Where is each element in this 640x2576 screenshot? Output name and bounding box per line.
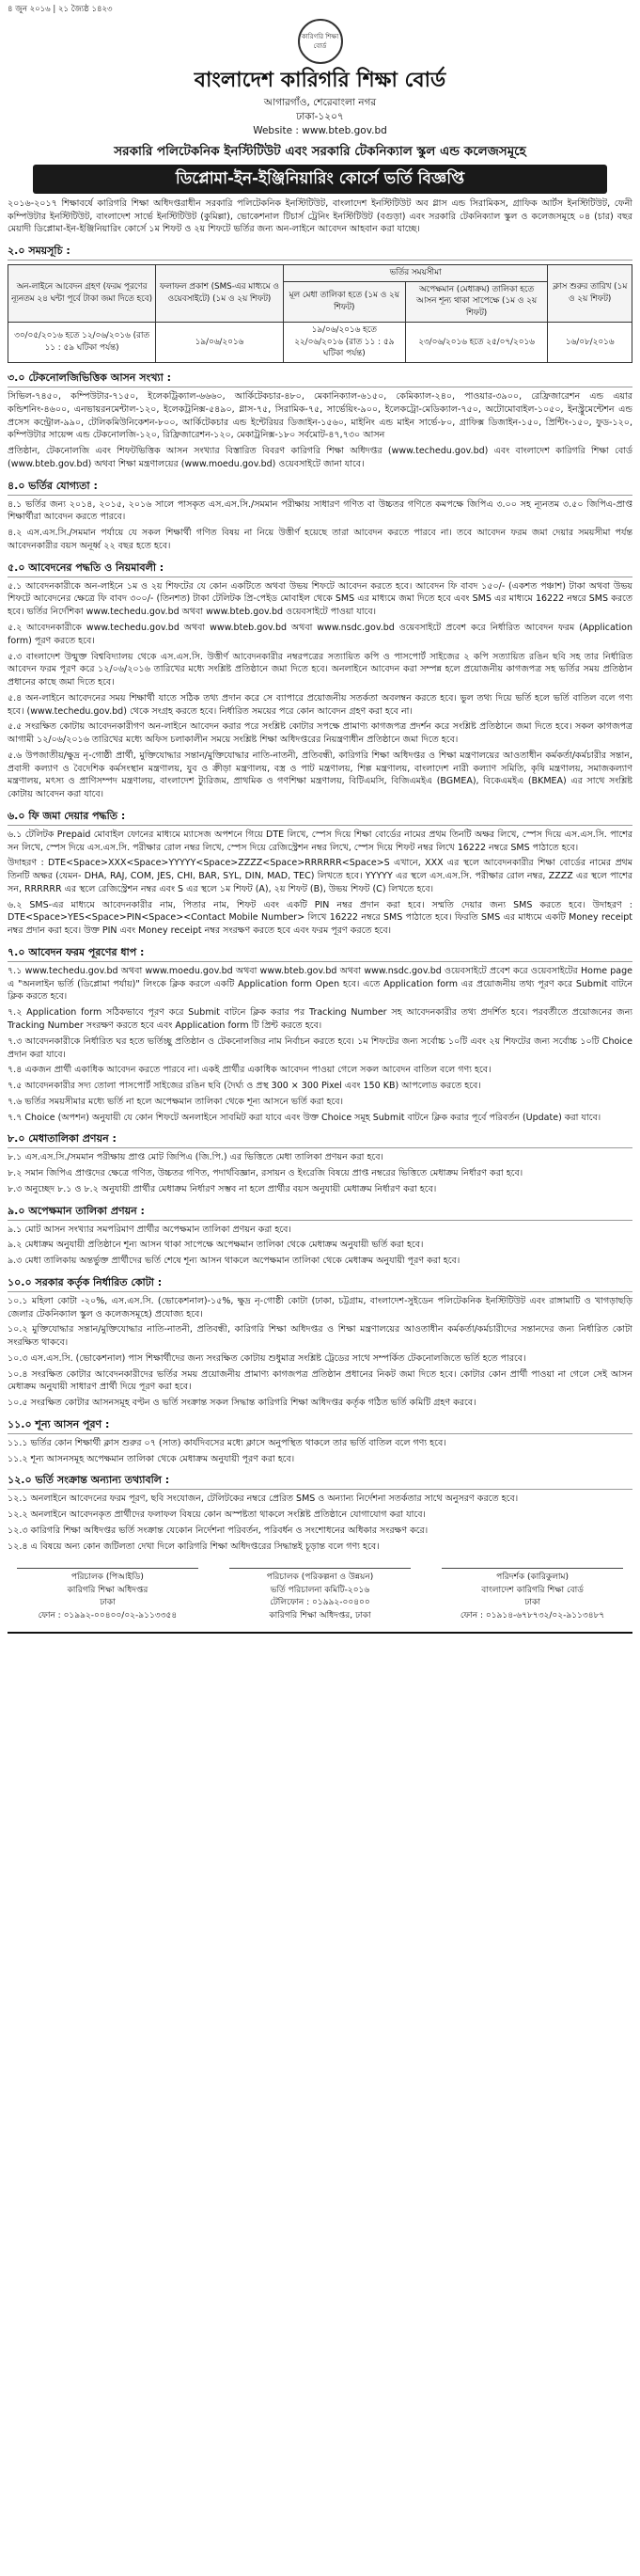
table-cell: ১৯/০৬/২০১৬ [156, 322, 284, 362]
board-city: ঢাকা-১২০৭ [296, 111, 344, 123]
schedule-heading: ২.০ সময়সূচি : [8, 244, 632, 261]
seats-heading: ৩.০ টেকনোলজিভিত্তিক আসন সংখ্যা : [8, 371, 632, 387]
signature-line [17, 1568, 198, 1569]
quota-para: ১০.৩ এস.এস.সি. (ভোকেশনাল) পাস শিক্ষার্থীদের জন্য সংরক্ষিত কোটায় শুধুমাত্র সংশ্লিষ্ট ট্রেডের সাথে সম্পর্কিত টেকনোলজিতে ভর্তি হতে পারবে। [8, 1352, 526, 1364]
table-header-cell: অন-লাইনে আবেদন গ্রহণ (ফরম পূরণের ন্যূনতম ২৪ ঘন্টা পূর্বে টাকা জমা দিতে হবে) [8, 264, 156, 322]
table-cell: ১৯/০৬/২০১৬ হতে ২২/০৬/২০১৬ (রাত ১১ : ৫৯ ঘটিকা পর্যন্ত) [283, 322, 405, 362]
board-title: বাংলাদেশ কারিগরি শিক্ষা বোর্ড [194, 68, 446, 92]
signature-left [8, 1568, 208, 1622]
table-cell: ২৩/০৬/২০১৬ হতে ২৫/০৭/২০১৬ [405, 322, 548, 362]
form-steps-heading: ৭.০ আবেদন ফরম পূরণের ধাপ : [8, 945, 632, 962]
table-header-cell: ভর্তির সময়সীমা [283, 264, 548, 281]
seats-list: সিভিল-৭৪৫০, কম্পিউটার-৭১৫০, ইলেকট্রিক্যাল-৬৬৬০, আর্কিটেকচার-৪৮০, মেকানিক্যাল-৬১৫০, কেমিক্যাল-২৪০, পাওয়ার-৩৯০০, রেফ্রিজারেশন এন্ড এয়ার কন্ডিশনিং-৪৬০০, এনভায়রনমেন্টাল-১২০, ইলেকট্রনিক্স-৫৪৯০, গ্লাস-৭৫, সিরামিক-৭৫, সার্ভেয়িং-৯০০, ইলেকট্রো-মেডিক্যাল-৭৫০, অটোমোবাইল-১০৫০, ইনস্ট্রুমেন্টেশন এন্ড প্রসেস কন্ট্রোল-৯৯০, টেলিকমিউনিকেশন-৮০০, আর্কিটেকচার এন্ড ইন্টেরিয়র ডিজাইন-১৫৬০, মাইনিং এন্ড মাইন সার্ভে-৮০, গ্রাফিক্স ডিজাইন-১৫০, প্রিন্টিং-১৫০, ফুড-১২০, কম্পিউটার সায়েন্স এন্ড টেকনোলজি-১২০, রিফ্রিজারেশন-১২০, মেকাট্রনিক্স-১৮০ সর্বমোট-৪৭,৭৩০ আসন [8, 391, 632, 441]
table-header-cell: মূল মেধা তালিকা হতে (১ম ও ২য় শিফট) [283, 281, 405, 322]
form-steps-para: ৭.২ Application form সঠিকভাবে পূরণ করে Submit বাটনে ক্লিক করার পর Tracking Number সহ আবেদনকারীর তথ্য প্রদর্শিত হবে। পরবর্তীতে প্রয়োজনের জন্য Tracking Number সংরক্ষণ করতে হবে এবং Application form টি প্রিন্ট করতে হবে। [8, 1007, 632, 1032]
form-steps-para: ৭.১ www.techedu.gov.bd অথবা www.moedu.gov.bd অথবা www.bteb.gov.bd অথবা www.nsdc.gov.bd ওয়েবসাইটে প্রবেশ করে ওয়েবসাইটের Home page এ "অনলাইন ভর্তি (ডিপ্লোমা পর্যায়)" লিংকে ক্লিক করলে একটি Application form Open হবে। এতে Application form এর প্রয়োজনীয় তথ্য পূরণ করে Submit বাটনে ক্লিক করতে হবে। [8, 965, 632, 1003]
vacancy-para: ১১.২ শূন্য আসনসমূহ অপেক্ষমান তালিকা থেকে মেধাক্রম অনুযায়ী পূরণ করা হবে। [8, 1453, 295, 1464]
board-website: Website : www.bteb.gov.bd [253, 125, 387, 137]
intro-paragraph: ২০১৬-২০১৭ শিক্ষাবর্ষে কারিগরি শিক্ষা অধিদপ্তরাধীন সরকারি পলিটেকনিক ইনস্টিটিউট, বাংলাদেশ ইনস্টিটিউট অব গ্লাস এন্ড সিরামিকস, গ্রাফিক আর্টস ইনস্টিটিউট, ফেনী কম্পিউটার ইনস্টিটিউট, বাংলাদেশ সার্ভে ইনস্টিটিউট (কুমিল্লা), ভোকেশনাল টিচার্স ট্রেনিং ইনস্টিটিউট (বগুড়া) এবং সরকারি টেকনিক্যাল স্কুল ও কলেজসমূহে ০৪ (চার) বছর মেয়াদী ডিপ্লোমা-ইন-ইঞ্জিনিয়ারিং কোর্সে ১ম শিফট ও ২য় শিফটে ভর্তির জন্য অন-লাইনে আবেদন আহবান করা যাচ্ছে। [8, 198, 632, 235]
procedure-para: ৫.২ আবেদনকারীকে www.techedu.gov.bd অথবা www.bteb.gov.bd অথবা www.nsdc.gov.bd ওয়েবসাইটে প্রবেশ করে নির্ধারিত আবেদন ফরম (Application form) পূরণ করতে হবে। [8, 623, 632, 646]
table-header-cell: ক্লাস শুরুর তারিখ (১ম ও ২য় শিফট) [548, 264, 632, 322]
fee-para: ৬.২ SMS-এর মাধ্যমে আবেদনকারীর নাম, পিতার নাম, শিফট এবং একটি PIN নম্বর প্রদান করা হবে। সম্মতি দেয়ার জন্য SMS করতে হবে। উদাহরণ : DTE<Space>YES<Space>PIN<Space><Contact Mobile Number> লিখে 16222 নম্বরে SMS পাঠাতে হবে। ফিরতি SMS এর মাধ্যমে একটি Money receipt নম্বর প্রদান করা হবে। উক্ত PIN এবং Money receipt নম্বর সংরক্ষণ করতে হবে এবং ফরম পূরণ করতে হবে। [8, 899, 632, 937]
top-strip [8, 4, 632, 17]
signature-city: ঢাকা [524, 1598, 540, 1608]
vacancy-heading: ১১.০ শূন্য আসন পূরণ : [8, 1417, 632, 1434]
notice-subject: সরকারি পলিটেকনিক ইনস্টিটিউট এবং সরকারি টেকনিক্যাল স্কুল এন্ড কলেজসমূহে [114, 143, 526, 159]
eligibility-heading: ৪.০ ভর্তির যোগ্যতা : [8, 479, 632, 496]
admission-notice [8, 4, 632, 1634]
signature-center [220, 1568, 420, 1622]
table-cell: ১৬/০৮/২০১৬ [548, 322, 632, 362]
waiting-heading: ৯.০ অপেক্ষমান তালিকা প্রণয়ন : [8, 1204, 632, 1221]
fee-heading: ৬.০ ফি জমা দেয়ার পদ্ধতি : [8, 809, 632, 826]
board-seal-icon: কারিগরি শিক্ষা বোর্ড [298, 19, 343, 64]
waiting-para: ৯.৩ মেধা তালিকায় অন্তর্ভুক্ত প্রার্থীদের ভর্তি শেষে শূন্য আসন থাকলে অপেক্ষমান তালিকা থেকে মেধাক্রম অনুযায়ী পূরণ করা হবে। [8, 1256, 460, 1267]
vacancy-para: ১১.১ ভর্তির কোন শিক্ষার্থী ক্লাস শুরুর ০৭ (সাত) কার্যদিবসের মধ্যে ক্লাসে অনুপস্থিত থাকলে তার ভর্তি বাতিল বলে গণ্য হবে। [8, 1437, 446, 1448]
table-header-cell: ফলাফল প্রকাশ (SMS-এর মাধ্যমে ও ওয়েবসাইটে) (১ম ও ২য় শিফট) [156, 264, 284, 322]
notice-header [8, 19, 632, 194]
quota-para: ১০.১ মহিলা কোটা -২০%, এস.এস.সি. (ভোকেশনাল)-১৫%, ক্ষুদ্র নৃ-গোষ্ঠী কোটা (ঢাকা, চট্টগ্রাম, বাংলাদেশ-সুইডেন পলিটেকনিক ইনস্টিটিউট এবং রাঙ্গামাটি ও খাগড়াছড়ি জেলার টেকনিক্যাল স্কুল ও কলেজসমূহে) প্রযোজ্য হবে। [8, 1295, 632, 1320]
other-info-para: ১২.১ অনলাইনে আবেদনের ফরম পূরণ, ছবি সংযোজন, টেলিটকের নম্বরে প্রেরিত SMS ও অন্যান্য নির্দেশনা সতর্কতার সাথে অনুসরণ করতে হবে। [8, 1493, 519, 1505]
schedule-table [8, 264, 632, 363]
fee-para: উদাহরণ : DTE<Space>XXX<Space>YYYYY<Space>ZZZZ<Space>RRRRRR<Space>S এখানে, XXX এর স্থলে আবেদনকারীর শিক্ষা বোর্ডের নামের প্রথম তিনটি অক্ষর (যেমন- DHA, RAJ, COM, JES, CHI, BAR, SYL, DIN, MAD, TEC) লিখতে হবে। YYYYY এর স্থলে এস.এস.সি. পরীক্ষার রোল নম্বর, ZZZZ এর স্থলে পাশের সন, RRRRRR এর স্থলে রেজিস্ট্রেশন নম্বর এবং S এর স্থলে ১ম শিফট (A), ২য় শিফট (B), উভয় শিফট (C) লিখতে হবে। [8, 858, 632, 894]
procedure-heading: ৫.০ আবেদনের পদ্ধতি ও নিয়মাবলী : [8, 561, 632, 577]
board-address: আগারগাঁও, শেরেবাংলা নগর [263, 96, 377, 108]
signature-title: পরিদর্শক (কারিকুলাম) [496, 1572, 570, 1583]
merit-para: ৮.২ সমান জিপিএ প্রাপ্তদের ক্ষেত্রে গণিত, উচ্চতর গণিত, পদার্থবিজ্ঞান, রসায়ন ও ইংরেজি বিষয়ে প্রাপ্ত নম্বরের ভিত্তিতে মেধাক্রম নির্ধারণ করা হবে। [8, 1168, 523, 1179]
publish-date: ৪ জুন ২০১৬ | ২১ জ্যৈষ্ঠ ১৪২৩ [8, 5, 113, 14]
quota-para: ১০.৫ সংরক্ষিত কোটার আসনসমূহ বণ্টন ও ভর্তি সংক্রান্ত সকল সিদ্ধান্ত কারিগরি শিক্ষা অধিদপ্তর কর্তৃক গঠিত ভর্তি কমিটি গ্রহণ করবে। [8, 1398, 476, 1409]
waiting-para: ৯.১ মোট আসন সংখ্যার সমপরিমাণ প্রার্থীর অপেক্ষমান তালিকা প্রণয়ন করা হবে। [8, 1224, 291, 1235]
quota-heading: ১০.০ সরকার কর্তৃক নির্ধারিত কোটা : [8, 1275, 632, 1292]
signature-city: ঢাকা [100, 1598, 116, 1608]
form-steps-para: ৭.৭ Choice (অপশন) অনুযায়ী যে কোন শিফটে অনলাইনে সাবমিট করা যাবে এবং উক্ত Choice সমূহ Submit বাটনে ক্লিক করার পূর্বে পরিবর্তন (Update) করা যাবে। [8, 1112, 601, 1123]
other-info-heading: ১২.০ ভর্তি সংক্রান্ত অন্যান্য তথ্যাবলি : [8, 1473, 632, 1490]
other-info-para: ১২.৪ এ বিষয়ে অন্য কোন জটিলতা দেখা দিলে কারিগরি শিক্ষা অধিদপ্তরের সিদ্ধান্তই চূড়ান্ত বলে গণ্য হবে। [8, 1541, 380, 1552]
procedure-para: ৫.৩ বাংলাদেশ উন্মুক্ত বিশ্ববিদ্যালয় থেকে এস.এস.সি. উত্তীর্ণ আবেদনকারীর নম্বরপত্রের সত্যায়িত কপি ও পাসপোর্ট সাইজের ২ কপি সত্যায়িত রঙিন ছবি সহ তার নির্ধারিত আবেদন ফরম পূরণ করে ১২/০৬/২০১৬ তারিখের মধ্যে সংশ্লিষ্ট প্রতিষ্ঠানে জমা দিতে হবে। অনলাইনে আবেদন করা সম্পন্ন হলে প্রয়োজনীয় কাগজপত্র সহ ভর্তির সময় প্রতিষ্ঠান প্রধানের কাছে জমা দিতে হবে। [8, 651, 632, 688]
signature-phone: ফোন : ০১৯১৪-৬৭৮৭৩২/০২-৯১১৩৪৮৭ [460, 1610, 605, 1620]
notice-banner: ডিপ্লোমা-ইন-ইঞ্জিনিয়ারিং কোর্সে ভর্তি বিজ্ঞপ্তি [33, 165, 608, 194]
waiting-para: ৯.২ মেধাক্রম অনুযায়ী প্রতিষ্ঠানে শূন্য আসন থাকা সাপেক্ষে অপেক্ষমান তালিকা থেকে মেধাক্রম অনুযায়ী ভর্তি করা হবে। [8, 1240, 424, 1251]
table-cell: ৩০/০৫/২০১৬ হতে ১২/০৬/২০১৬ (রাত ১১ : ৫৯ ঘটিকা পর্যন্ত) [8, 322, 156, 362]
signature-phone: ফোন : ০১৯৯২-০০৪০০/০২-৯১১৩৩৫৪ [38, 1610, 178, 1620]
merit-para: ৮.১ এস.এস.সি./সমমান পরীক্ষায় প্রাপ্ত মোট জিপিএ (জি.পি.) এর ভিত্তিতে মেধা তালিকা প্রণয়ন করা হবে। [8, 1152, 383, 1163]
procedure-para: ৫.১ আবেদনকারীকে অন-লাইনে ১ম ও ২য় শিফটের যে কোন একটিতে অথবা উভয় শিফটে আবেদন করতে হবে। আবেদন ফি বাবদ ১৫০/- (একশত পঞ্চাশ) টাকা অথবা উভয় শিফটে আবেদনের ক্ষেত্রে ফি বাবদ ৩০০/- (তিনশত) টাকা টেলিটক প্রি-পেইড মোবাইল থেকে SMS এর মাধ্যমে জমা দিতে হবে এবং SMS এর মাধ্যমে 16222 নম্বরে SMS করতে হবে। ভর্তির নির্দেশিকা www.techedu.gov.bd অথবা www.bteb.gov.bd ওয়েবসাইটে পাওয়া যাবে। [8, 580, 632, 618]
signature-right [432, 1568, 632, 1622]
signature-block [8, 1568, 632, 1622]
quota-para: ১০.৪ সংরক্ষিত কোটার আবেদনকারীদের ভর্তির সময় প্রয়োজনীয় প্রামাণ্য কাগজপত্র প্রতিষ্ঠান প্রধানের নিকট জমা দিতে হবে। কোটার কোন প্রার্থী পাওয়া না গেলে সেই আসন মেধাক্রম অনুযায়ী সাধারণ প্রার্থী দিয়ে পূরণ করা হবে। [8, 1368, 632, 1393]
signature-line [442, 1568, 623, 1569]
fee-para: ৬.১ টেলিটক Prepaid মোবাইল ফোনের মাধ্যমে ম্যাসেজ অপশনে গিয়ে DTE লিখে, স্পেস দিয়ে শিক্ষা বোর্ডের নামের প্রথম তিনটি অক্ষর লিখে, স্পেস দিয়ে এস.এস.সি. পাশের সন লিখে, স্পেস দিয়ে এস.এস.সি. পরীক্ষার রোল নম্বর লিখে, স্পেস দিয়ে রেজিস্ট্রেশন নম্বর লিখে, স্পেস দিয়ে শিফট নম্বর লিখে 16222 নম্বরে SMS পাঠাতে হবে। [8, 829, 632, 853]
table-header-cell: অপেক্ষমান (মেধাক্রম) তালিকা হতে আসন শূন্য থাকা সাপেক্ষে (১ম ও ২য় শিফট) [405, 281, 548, 322]
other-info-para: ১২.৩ কারিগরি শিক্ষা অধিদপ্তর ভর্তি সংক্রান্ত যেকোন নির্দেশনা পরিবর্তন, পরিবর্ধন ও সংশোধনের অধিকার সংরক্ষণ করে। [8, 1525, 429, 1536]
form-steps-para: ৭.৫ আবেদনকারীর সদ্য তোলা পাসপোর্ট সাইজের রঙিন ছবি (দৈর্ঘ্য ও প্রস্থ 300 × 300 Pixel এবং 150 KB) আপলোড করতে হবে। [8, 1081, 481, 1092]
quota-para: ১০.২ মুক্তিযোদ্ধার সন্তান/মুক্তিযোদ্ধার নাতি-নাতনী, প্রতিবন্ধী, কারিগরি শিক্ষা অধিদপ্তর ও শিক্ষা মন্ত্রণালয়ের আওতাধীন কর্মকর্তা/কর্মচারীদের সন্তানদের জন্য নির্ধারিত কোটা সংরক্ষিত থাকবে। [8, 1324, 632, 1349]
signature-org: বাংলাদেশ কারিগরি শিক্ষা বোর্ড [481, 1585, 584, 1595]
eligibility-para: ৪.১ ভর্তির জন্য ২০১৪, ২০১৫, ২০১৬ সালে পাসকৃত এস.এস.সি./সমমান পরীক্ষায় সাধারণ গণিত বা উচ্চতর গণিতে কমপক্ষে জিপিএ ৩.০০ সহ ন্যূনতম ৩.৫০ জিপিএ-প্রাপ্ত শিক্ষার্থীরা আবেদন করতে পারবে। [8, 498, 632, 523]
seats-note: প্রতিষ্ঠান, টেকনোলজি এবং শিফটভিত্তিক আসন সংখ্যার বিস্তারিত বিবরণ কারিগরি শিক্ষা অধিদপ্তর (www.techedu.gov.bd) এবং বাংলাদেশ কারিগরি শিক্ষা বোর্ড (www.bteb.gov.bd) অথবা শিক্ষা মন্ত্রণালয়ের (www.moedu.gov.bd) ওয়েবসাইটে জানা যাবে। [8, 446, 632, 469]
form-steps-para: ৭.৬ ভর্তির সময়সীমার মধ্যে ভর্তি না হলে অপেক্ষমান তালিকা থেকে শূন্য আসনে ভর্তি করা হবে। [8, 1096, 343, 1107]
merit-heading: ৮.০ মেধাতালিকা প্রণয়ন : [8, 1131, 632, 1148]
signature-line [229, 1568, 411, 1569]
form-steps-para: ৭.৩ আবেদনকারীকে নির্ধারিত ঘর হতে ভর্তিচ্ছু প্রতিষ্ঠান ও টেকনোলজির নাম নির্বাচন করতে হবে। ১ম শিফটের জন্য সর্বোচ্চ ১০টি এবং ২য় শিফটের জন্য সর্বোচ্চ ১০টি Choice প্রদান করা যাবে। [8, 1035, 632, 1060]
procedure-para: ৫.৬ উপজাতীয়/ক্ষুদ্র নৃ-গোষ্ঠী প্রার্থী, মুক্তিযোদ্ধার সন্তান/মুক্তিযোদ্ধার নাতি-নাতনী, প্রতিবন্ধী, কারিগরি শিক্ষা অধিদপ্তর ও শিক্ষা মন্ত্রণালয়ের আওতাধীন কর্মকর্তা/কর্মচারীর সন্তান, প্রবাসী কল্যাণ ও বৈদেশিক কর্মসংস্থান মন্ত্রণালয়, যুব ও ক্রীড়া মন্ত্রণালয়, বস্ত্র ও পাট মন্ত্রণালয়, শিল্প মন্ত্রণালয়, বাংলাদেশ নারী কল্যাণ সমিতি, কৃষি মন্ত্রণালয়, সমাজকল্যাণ মন্ত্রণালয়, মৎস্য ও প্রাণিসম্পদ মন্ত্রণালয়, বাংলাদেশ ট্যুরিজম, প্রাথমিক ও গণশিক্ষা মন্ত্রণালয়, বিটিএমসি, বিজিএমইএ (BGMEA), বিকেএমইএ (BKMEA) এর সাথে সংশ্লিষ্ট কোটায় আবেদন করা যাবে। [8, 750, 632, 800]
signature-title: পরিচালক (পরিকল্পনা ও উন্নয়ন) [266, 1572, 374, 1583]
form-steps-para: ৭.৪ একজন প্রার্থী একাধিক আবেদন করতে পারবে না। একই প্রার্থীর একাধিক আবেদন পাওয়া গেলে সকল আবেদন বাতিল বলে গণ্য হবে। [8, 1065, 492, 1076]
signature-title: পরিচালক (পিআইডি) [70, 1572, 144, 1583]
signature-org: কারিগরি শিক্ষা অধিদপ্তর [67, 1585, 148, 1595]
signature-org: ভর্তি পরিচালনা কমিটি-২০১৬ [270, 1585, 370, 1595]
eligibility-para: ৪.২ এস.এস.সি./সমমান পর্যায়ে যে সকল শিক্ষার্থী গণিত বিষয় না নিয়ে উত্তীর্ণ হয়েছে তারা আবেদন করতে পারবে না। তবে আবেদন ফরম জমা দেয়ার সময়সীমা পর্যন্ত আবেদনকারীর বয়স অনূর্ধ্ব ২২ বছর হতে হবে। [8, 528, 632, 551]
procedure-para: ৫.৫ সংরক্ষিত কোটায় আবেদনকারীগণ অন-লাইনে আবেদন করার পরে সংশ্লিষ্ট কোটার সপক্ষে প্রামাণ্য কাগজপত্র প্রদর্শন করে সংশ্লিষ্ট প্রতিষ্ঠানে জমা দিতে হবে। সকল কাগজপত্র আগামী ১২/০৬/২০১৬ তারিখের মধ্যে অফিস চলাকালীন সময়ে সংশ্লিষ্ট শিক্ষা অধিদপ্তরের নিয়ন্ত্রণাধীন প্রতিষ্ঠানে জমা দিতে হবে। [8, 721, 632, 746]
table-row [8, 322, 632, 362]
merit-para: ৮.৩ অনুচ্ছেদ ৮.১ ও ৮.২ অনুযায়ী প্রার্থীর মেধাক্রম নির্ধারণ সম্ভব না হলে প্রার্থীর বয়স অনুযায়ী মেধাক্রম নির্ধারণ করা হবে। [8, 1183, 437, 1194]
procedure-para: ৫.৪ অন-লাইনে আবেদনের সময় শিক্ষার্থী যাতে সঠিক তথ্য প্রদান করে সে ব্যাপারে প্রয়োজনীয় সতর্কতা অবলম্বন করতে হবে। ভুল তথ্য দিয়ে ভর্তি হলে ভর্তি বাতিল বলে গণ্য হবে। (www.techedu.gov.bd) থেকে সংগ্রহ করতে হবে। নির্ধারিত সময়ের পরে কোন আবেদন গ্রহণ করা হবে না। [8, 692, 632, 717]
signature-city: টেলিফোন : ০১৯৯২-০০৪০০ [270, 1598, 370, 1608]
other-info-para: ১২.২ অনলাইনে আবেদনকৃত প্রার্থীদের ফলাফল বিষয়ে কোন অস্পষ্টতা থাকলে সংশ্লিষ্ট প্রতিষ্ঠানে যোগাযোগ করা যাবে। [8, 1509, 426, 1521]
signature-phone: কারিগরি শিক্ষা অধিদপ্তর, ঢাকা [269, 1610, 371, 1620]
table-header-row [8, 264, 632, 281]
bottom-rule [8, 1632, 632, 1634]
